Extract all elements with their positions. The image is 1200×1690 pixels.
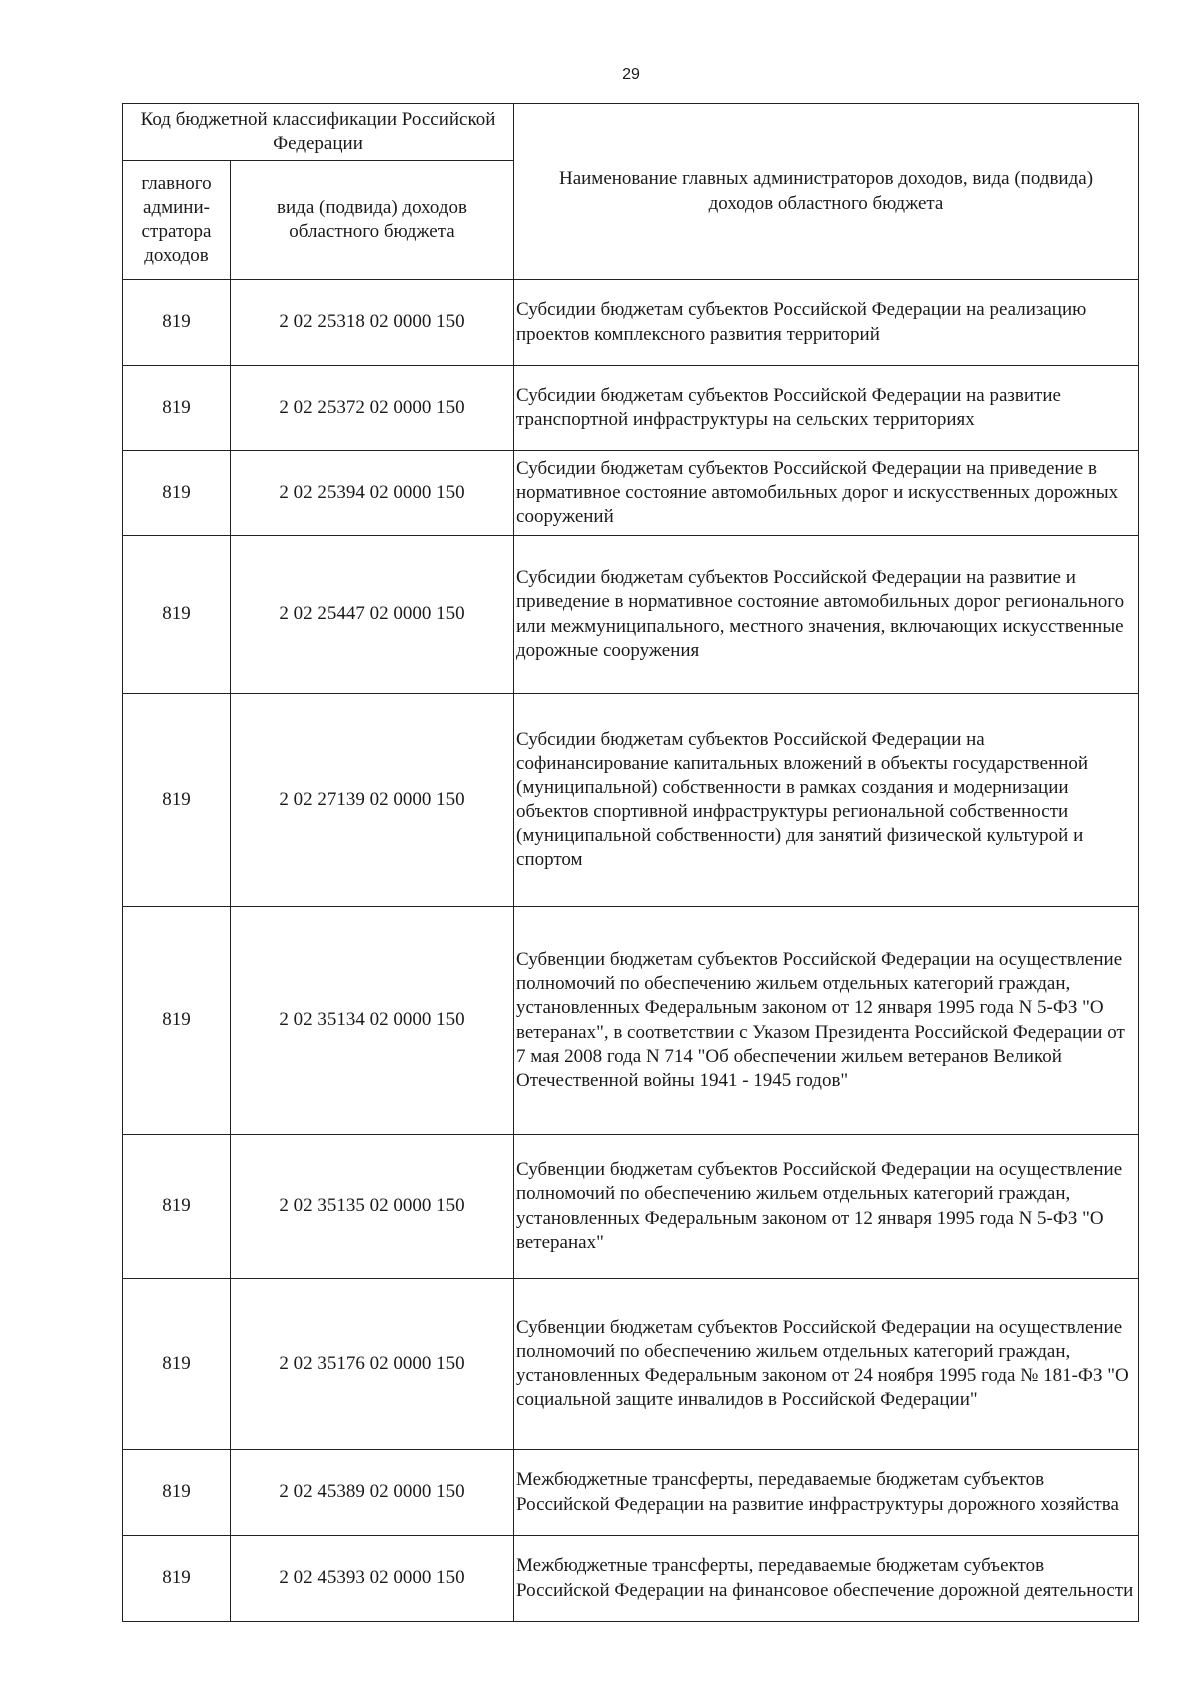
admin-code: 819 <box>123 1279 231 1450</box>
table-row <box>123 536 1139 694</box>
income-name: Субвенции бюджетам субъектов Российской Федерации на осуществление полномочий по обеспечению жильем отдельных категорий граждан, установленных Федеральным законом от 12 января 1995 года N 5-ФЗ "О ветеранах" <box>514 1135 1139 1279</box>
income-code: 2 02 25394 02 0000 150 <box>231 451 514 536</box>
table-row <box>123 907 1139 1135</box>
income-name: Межбюджетные трансферты, передаваемые бюджетам субъектов Российской Федерации на финансовое обеспечение дорожной деятельности <box>514 1536 1139 1622</box>
admin-code: 819 <box>123 1450 231 1536</box>
table-row <box>123 1279 1139 1450</box>
page-number: 29 <box>622 66 640 83</box>
admin-code: 819 <box>123 694 231 907</box>
income-code: 2 02 35176 02 0000 150 <box>231 1279 514 1450</box>
admin-code: 819 <box>123 366 231 451</box>
table-row <box>123 1450 1139 1536</box>
income-code: 2 02 45393 02 0000 150 <box>231 1536 514 1622</box>
admin-code: 819 <box>123 907 231 1135</box>
header-admin: главного админи-стратора доходов <box>123 161 231 280</box>
table-row <box>123 1536 1139 1622</box>
income-code: 2 02 45389 02 0000 150 <box>231 1450 514 1536</box>
income-name: Субсидии бюджетам субъектов Российской Федерации на приведение в нормативное состояние автомобильных дорог и искусственных дорожных сооружений <box>514 451 1139 536</box>
header-code: вида (подвида) доходов областного бюджета <box>231 161 514 280</box>
income-name: Межбюджетные трансферты, передаваемые бюджетам субъектов Российской Федерации на развитие инфраструктуры дорожного хозяйства <box>514 1450 1139 1536</box>
budget-classification-table <box>122 103 1139 1622</box>
income-name: Субвенции бюджетам субъектов Российской Федерации на осуществление полномочий по обеспечению жильем отдельных категорий граждан, установленных Федеральным законом от 12 января 1995 года N 5-ФЗ "О ветеранах", в соответствии с Указом Президента Российской Федерации от 7 мая 2008 года N 714 "Об обеспечении жильем ветеранов Великой Отечественной войны 1941 - 1945 годов" <box>514 907 1139 1135</box>
income-code: 2 02 25447 02 0000 150 <box>231 536 514 694</box>
admin-code: 819 <box>123 536 231 694</box>
admin-code: 819 <box>123 1536 231 1622</box>
admin-code: 819 <box>123 280 231 366</box>
admin-code: 819 <box>123 451 231 536</box>
income-name: Субвенции бюджетам субъектов Российской Федерации на осуществление полномочий по обеспечению жильем отдельных категорий граждан, установленных Федеральным законом от 24 ноября 1995 года № 181-ФЗ "О социальной защите инвалидов в Российской Федерации" <box>514 1279 1139 1450</box>
table-row <box>123 280 1139 366</box>
table-row <box>123 451 1139 536</box>
income-name: Субсидии бюджетам субъектов Российской Федерации на развитие транспортной инфраструктуры на сельских территориях <box>514 366 1139 451</box>
header-group-title: Код бюджетной классификации Российской Федерации <box>123 104 514 161</box>
header-name: Наименование главных администраторов доходов, вида (подвида) доходов областного бюджета <box>514 104 1139 280</box>
income-name: Субсидии бюджетам субъектов Российской Федерации на развитие и приведение в нормативное состояние автомобильных дорог регионального или межмуниципального, местного значения, включающих искусственные дорожные сооружения <box>514 536 1139 694</box>
income-name: Субсидии бюджетам субъектов Российской Федерации на софинансирование капитальных вложений в объекты государственной (муниципальной) собственности в рамках создания и модернизации объектов спортивной инфраструктуры региональной собственности (муниципальной собственности) для занятий физической культурой и спортом <box>514 694 1139 907</box>
income-code: 2 02 27139 02 0000 150 <box>231 694 514 907</box>
table-row <box>123 694 1139 907</box>
admin-code: 819 <box>123 1135 231 1279</box>
table-row <box>123 366 1139 451</box>
income-code: 2 02 35134 02 0000 150 <box>231 907 514 1135</box>
income-name: Субсидии бюджетам субъектов Российской Федерации на реализацию проектов комплексного развития территорий <box>514 280 1139 366</box>
income-code: 2 02 25318 02 0000 150 <box>231 280 514 366</box>
table-row <box>123 1135 1139 1279</box>
income-code: 2 02 35135 02 0000 150 <box>231 1135 514 1279</box>
income-code: 2 02 25372 02 0000 150 <box>231 366 514 451</box>
